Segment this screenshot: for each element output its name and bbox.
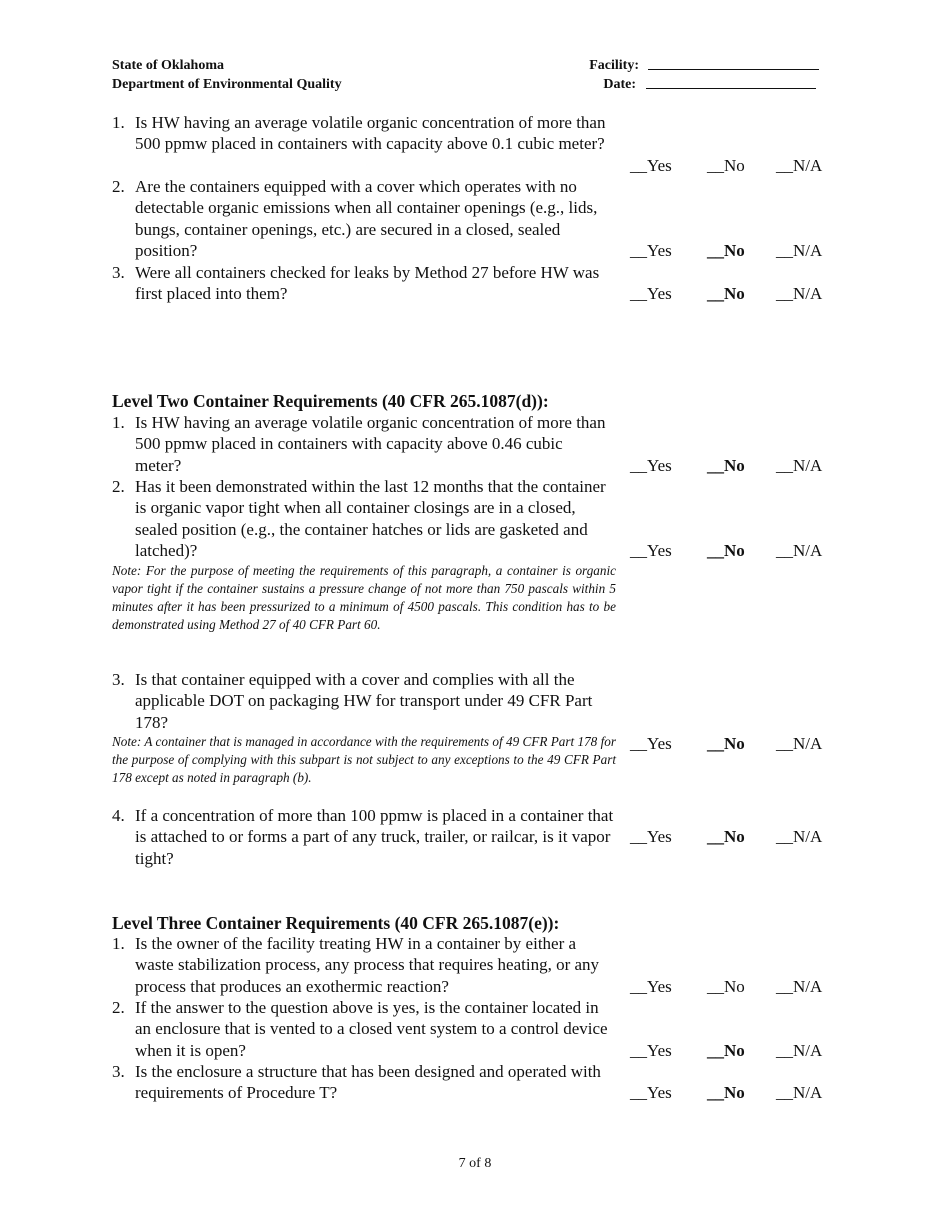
page-number: 7 of 8 — [458, 1156, 492, 1171]
yes-option[interactable]: __Yes — [630, 827, 672, 846]
yes-option[interactable]: __Yes — [630, 284, 672, 303]
question-l3-2 — [112, 997, 617, 1061]
no-option[interactable]: __No — [707, 284, 745, 303]
no-option[interactable]: __No — [707, 1083, 745, 1102]
question-text: Is the owner of the facility treating HW in a container by either a waste stabilization process, any process that requires heating, or any process that produces an exothermic reaction? — [135, 934, 600, 996]
question-l2-4 — [112, 805, 617, 869]
yes-option[interactable]: __Yes — [630, 156, 672, 175]
department-name: Department of Environmental Quality — [112, 77, 342, 92]
question-l3-1 — [112, 933, 617, 997]
facility-field[interactable] — [648, 57, 819, 70]
yes-option[interactable]: __Yes — [630, 241, 672, 260]
question-l1-1 — [112, 112, 612, 155]
no-option[interactable]: __No — [707, 977, 745, 996]
question-text: If the answer to the question above is yes, is the container located in an enclosure that is vented to a closed vent system to a control device when it is open? — [135, 998, 608, 1060]
question-text: Is HW having an average volatile organic concentration of more than 500 ppmw placed in containers with capacity above 0.1 cubic meter? — [135, 113, 606, 154]
question-l2-3 — [112, 669, 612, 733]
question-text: Is that container equipped with a cover and complies with all the applicable DOT on packaging HW for transport under 49 CFR Part 178? — [135, 670, 593, 732]
yes-option[interactable]: __Yes — [630, 977, 672, 996]
question-l1-3 — [112, 262, 617, 305]
header-right — [560, 56, 820, 94]
na-option[interactable]: __N/A — [776, 456, 823, 475]
na-option[interactable]: __N/A — [776, 541, 823, 560]
yes-option[interactable]: __Yes — [630, 456, 672, 475]
date-field[interactable] — [646, 76, 816, 89]
question-number: 2. — [112, 998, 125, 1017]
na-option[interactable]: __N/A — [776, 977, 823, 996]
header-left — [112, 56, 342, 94]
no-option[interactable]: __No — [707, 734, 745, 753]
na-option[interactable]: __N/A — [776, 1083, 823, 1102]
na-option[interactable]: __N/A — [776, 1041, 823, 1060]
question-number: 3. — [112, 670, 125, 689]
question-text: Has it been demonstrated within the last 12 months that the container is organic vapor tight when all container closings are in a closed, sealed position (e.g., the container hatches or lids are gasketed and latched)? — [135, 477, 606, 560]
question-number: 3. — [112, 263, 125, 282]
question-number: 1. — [112, 413, 125, 432]
yes-option[interactable]: __Yes — [630, 1083, 672, 1102]
question-l1-2 — [112, 176, 612, 261]
question-l2-2 — [112, 476, 608, 561]
facility-label: Facility: — [589, 58, 639, 73]
no-option[interactable]: __No — [707, 827, 745, 846]
question-l3-3 — [112, 1061, 617, 1104]
no-option[interactable]: __No — [707, 1041, 745, 1060]
question-text: If a concentration of more than 100 ppmw is placed in a container that is attached to or forms a part of any truck, trailer, or railcar, is it vapor tight? — [135, 806, 614, 868]
question-text: Is the enclosure a structure that has been designed and operated with requirements of Procedure T? — [135, 1062, 601, 1103]
question-number: 2. — [112, 477, 125, 496]
na-option[interactable]: __N/A — [776, 827, 823, 846]
question-text: Were all containers checked for leaks by Method 27 before HW was first placed into them? — [135, 263, 600, 304]
question-text: Are the containers equipped with a cover which operates with no detectable organic emissions when all container openings (e.g., lids, bungs, container openings, etc.) are secured in a closed, sealed position? — [135, 177, 598, 260]
state-name: State of Oklahoma — [112, 58, 224, 73]
na-option[interactable]: __N/A — [776, 156, 823, 175]
yes-option[interactable]: __Yes — [630, 1041, 672, 1060]
question-number: 2. — [112, 177, 125, 196]
yes-option[interactable]: __Yes — [630, 734, 672, 753]
no-option[interactable]: __No — [707, 156, 745, 175]
question-number: 1. — [112, 934, 125, 953]
na-option[interactable]: __N/A — [776, 241, 823, 260]
question-number: 4. — [112, 806, 125, 825]
note-vapor-tight: Note: For the purpose of meeting the requirements of this paragraph, a container is organic vapor tight if the container sustains a pressure change of not more than 750 pascals within 5 minutes after it has been pressurized to a minimum of 4500 pascals. This condition has to be demonstrated using Method 27 of 40 CFR Part 60. — [112, 563, 616, 632]
note-dot-packaging: Note: A container that is managed in accordance with the requirements of 49 CFR Part 178 for the purpose of complying with this subpart is not subject to any exceptions to the 49 CFR Part 178 except as noted in paragraph (b). — [112, 734, 616, 785]
no-option[interactable]: __No — [707, 541, 745, 560]
question-number: 3. — [112, 1062, 125, 1081]
section-title-level-three: Level Three Container Requirements (40 CFR 265.1087(e)): — [112, 913, 560, 933]
na-option[interactable]: __N/A — [776, 734, 823, 753]
na-option[interactable]: __N/A — [776, 284, 823, 303]
date-label: Date: — [603, 77, 636, 92]
question-text: Is HW having an average volatile organic concentration of more than 500 ppmw placed in containers with capacity above 0.46 cubic meter? — [135, 413, 606, 475]
question-l2-1 — [112, 412, 612, 476]
no-option[interactable]: __No — [707, 241, 745, 260]
no-option[interactable]: __No — [707, 456, 745, 475]
question-number: 1. — [112, 113, 125, 132]
yes-option[interactable]: __Yes — [630, 541, 672, 560]
section-title-level-two: Level Two Container Requirements (40 CFR 265.1087(d)): — [112, 391, 549, 411]
